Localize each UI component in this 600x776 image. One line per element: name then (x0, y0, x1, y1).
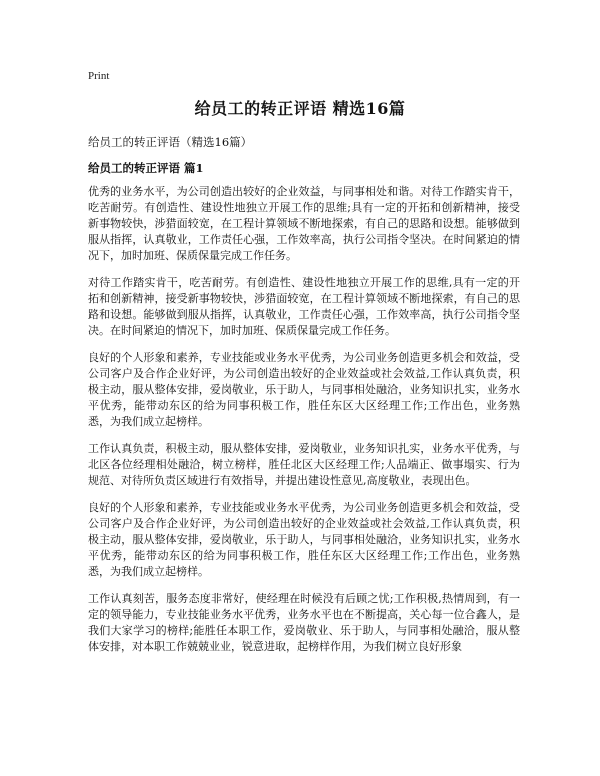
page-title: 给员工的转正评语 精选16篇 (194, 99, 406, 118)
article-body (88, 184, 520, 666)
paragraph: 良好的个人形象和素养，专业技能或业务水平优秀，为公司业务创造更多机会和效益，受公司客户及合作企业好评，为公司创造出较好的企业效益或社会效益,工作认真负责，积极主动，服从整体安排，爱岗敬业，乐于助人，与同事相处融洽，业务知识扎实，业务水平优秀，能带动东区的给为同事积极工作，胜任东区大区经理工作;工作出色，业务熟悉，为我们成立起榜样。 (88, 351, 520, 428)
section-heading: 给员工的转正评语 篇1 (88, 161, 204, 175)
document-subtitle: 给员工的转正评语（精选16篇） (88, 135, 253, 149)
print-link[interactable]: Print (88, 70, 110, 82)
paragraph: 良好的个人形象和素养，专业技能或业务水平优秀，为公司业务创造更多机会和效益，受公司客户及合作企业好评，为公司创造出较好的企业效益或社会效益,工作认真负责，积极主动，服从整体安排，爱岗敬业，乐于助人，与同事相处融洽，业务知识扎实，业务水平优秀，能带动东区的给为同事积极工作，胜任东区大区经理工作;工作出色，业务熟悉，为我们成立起榜样。 (88, 501, 520, 578)
paragraph: 工作认真刻苦，服务态度非常好，使经理在时候没有后顾之忧;工作积极,热情周到，有一定的领导能力，专业技能业务水平优秀，业务水平也在不断提高，关心每一位合鑫人，是我们大家学习的榜样;能胜任本职工作，爱岗敬业、乐于助人，与同事相处融洽，服从整体安排，对本职工作兢兢业业，锐意进取，起榜样作用，为我们树立良好形象 (88, 592, 520, 653)
paragraph: 优秀的业务水平，为公司创造出较好的企业效益，与同事相处和谐。对待工作踏实肯干，吃苦耐劳。有创造性、建设性地独立开展工作的思维;具有一定的开拓和创新精神，接受新事物较快，涉猎面较宽，在工程计算领域不断地探索，有自己的思路和设想。能够做到服从指挥，认真敬业，工作责任心强，工作效率高，执行公司指令坚决。在时间紧迫的情况下，加时加班、保质保量完成工作任务。 (88, 185, 521, 262)
paragraph: 工作认真负责，积极主动，服从整体安排，爱岗敬业，业务知识扎实，业务水平优秀，与北区各位经理相处融洽，树立榜样，胜任北区大区经理工作;人品端正、做事塌实、行为规范、对待所负责区域进行有效指导，并提出建设性意见,高度敬业，表现出色。 (88, 442, 520, 487)
paragraph: 对待工作踏实肯干，吃苦耐劳。有创造性、建设性地独立开展工作的思维,具有一定的开拓和创新精神，接受新事物较快，涉猎面较宽，在工程计算领域不断地探索，有自己的思路和设想。能够做到服从指挥，认真敬业，工作责任心强，工作效率高，执行公司指令坚决。在时间紧迫的情况下，加时加班、保质保量完成工作任务。 (88, 276, 520, 337)
